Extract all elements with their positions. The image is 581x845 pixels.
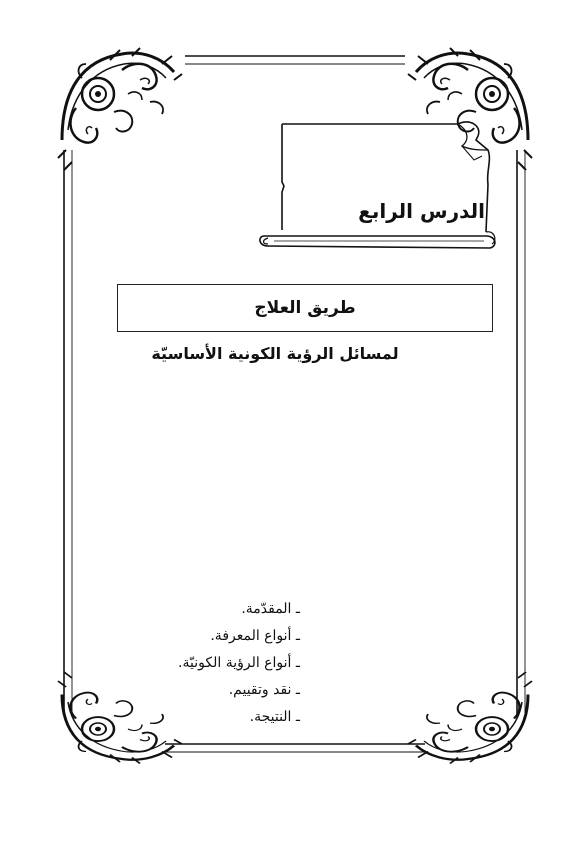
list-item: ـ أنواع الرؤية الكونيّة.	[178, 655, 300, 671]
list-item: ـ المقدّمة.	[241, 601, 300, 617]
floral-corner-icon	[58, 48, 182, 170]
floral-corner-icon	[408, 48, 532, 170]
list-item: ـ أنواع المعرفة.	[210, 628, 300, 644]
list-item: ـ النتيجة.	[249, 709, 300, 725]
scroll-banner-icon	[260, 122, 495, 248]
list-item: ـ نقد وتقييم.	[228, 682, 300, 698]
table-of-contents	[140, 596, 300, 731]
lesson-title: الدرس الرابع	[358, 199, 485, 223]
page-title: طريق العلاج	[254, 298, 356, 318]
page-subtitle: لمسائل الرؤية الكونية الأساسيّة	[151, 344, 399, 363]
floral-corner-icon	[408, 672, 532, 764]
title-box	[117, 284, 493, 332]
